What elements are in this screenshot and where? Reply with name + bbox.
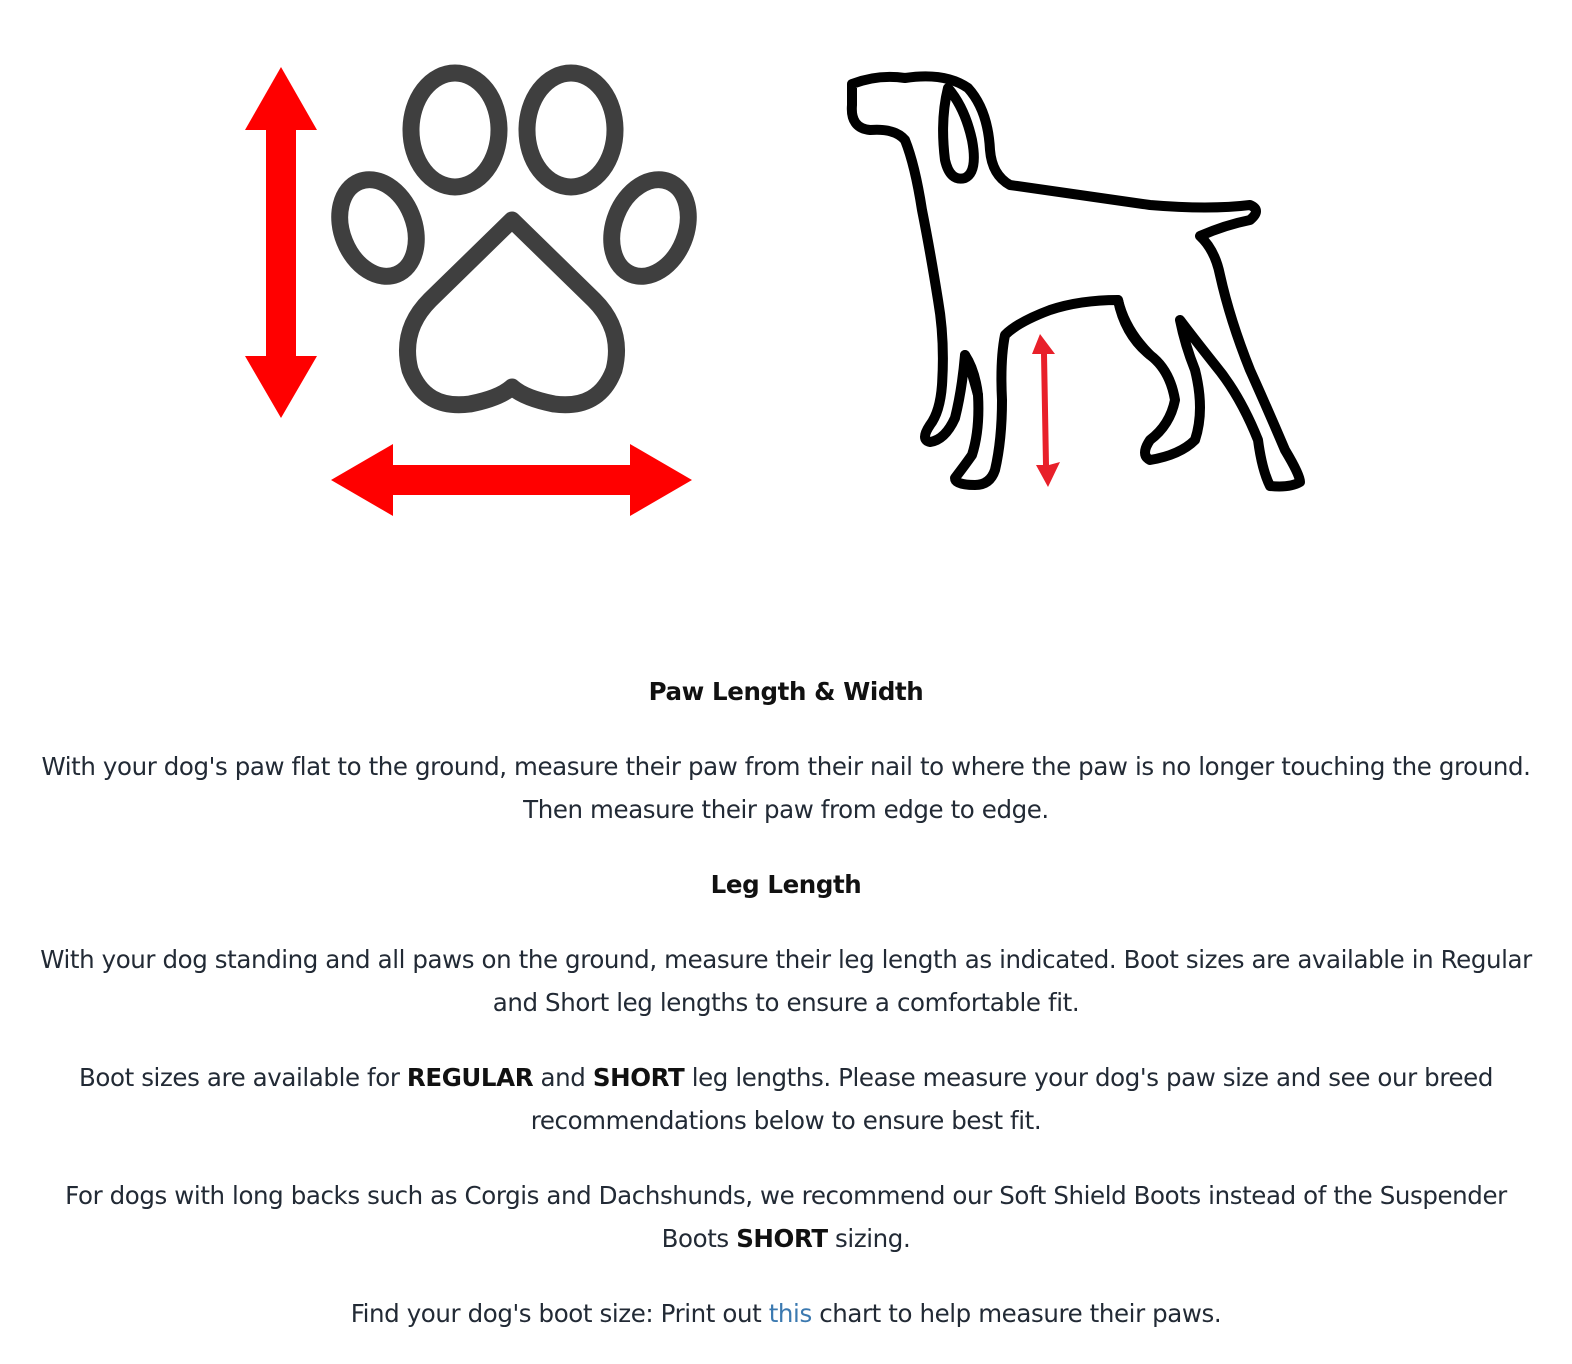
dog-leg-measure-illustration xyxy=(830,55,1330,515)
chart-text-post: chart to help measure their paws. xyxy=(811,1299,1222,1328)
paw-print-icon xyxy=(326,73,702,405)
sizing-instructions xyxy=(0,670,1572,1335)
dog-outline-icon xyxy=(852,76,1300,486)
leg-instruction-line-1: With your dog standing and all paws on the ground, measure their leg length as indicated. Boot sizes are available in Regular xyxy=(40,945,1532,974)
long-backs-short-label: SHORT xyxy=(736,1224,828,1253)
long-backs-text-post: sizing. xyxy=(827,1224,911,1253)
leg-length-arrow-icon xyxy=(1032,334,1060,487)
boot-sizes-text-pre: Boot sizes are available for xyxy=(79,1063,407,1092)
vertical-double-arrow-icon xyxy=(245,67,317,418)
leg-section-heading: Leg Length xyxy=(710,870,862,899)
measurement-illustrations xyxy=(0,0,1572,560)
regular-label: REGULAR xyxy=(406,1063,534,1092)
boot-sizes-text-post: leg lengths. Please measure your dog's paw size and see our breed xyxy=(684,1063,1493,1092)
paw-instruction-line-1: With your dog's paw flat to the ground, measure their paw from their nail to where the paw is no longer touching the ground. xyxy=(41,752,1531,781)
horizontal-double-arrow-icon xyxy=(331,444,692,516)
long-backs-text-pre: Boots xyxy=(661,1224,737,1253)
short-label: SHORT xyxy=(592,1063,685,1092)
boot-sizes-text-and: and xyxy=(533,1063,593,1092)
long-backs-line-1: For dogs with long backs such as Corgis and Dachshunds, we recommend our Soft Shield Boots instead of the Suspender xyxy=(65,1181,1507,1210)
print-chart-link[interactable]: this xyxy=(768,1299,812,1328)
chart-text-pre: Find your dog's boot size: Print out xyxy=(350,1299,769,1328)
paw-section-heading: Paw Length & Width xyxy=(648,677,924,706)
boot-sizes-paragraph xyxy=(0,1056,1572,1099)
paw-measure-illustration xyxy=(230,55,710,535)
chart-paragraph xyxy=(0,1292,1572,1335)
leg-instruction-line-2: and Short leg lengths to ensure a comfortable fit. xyxy=(492,988,1080,1017)
long-backs-line-2 xyxy=(0,1217,1572,1260)
boot-sizes-line-2: recommendations below to ensure best fit. xyxy=(530,1106,1042,1135)
paw-instruction-line-2: Then measure their paw from edge to edge. xyxy=(523,795,1049,824)
